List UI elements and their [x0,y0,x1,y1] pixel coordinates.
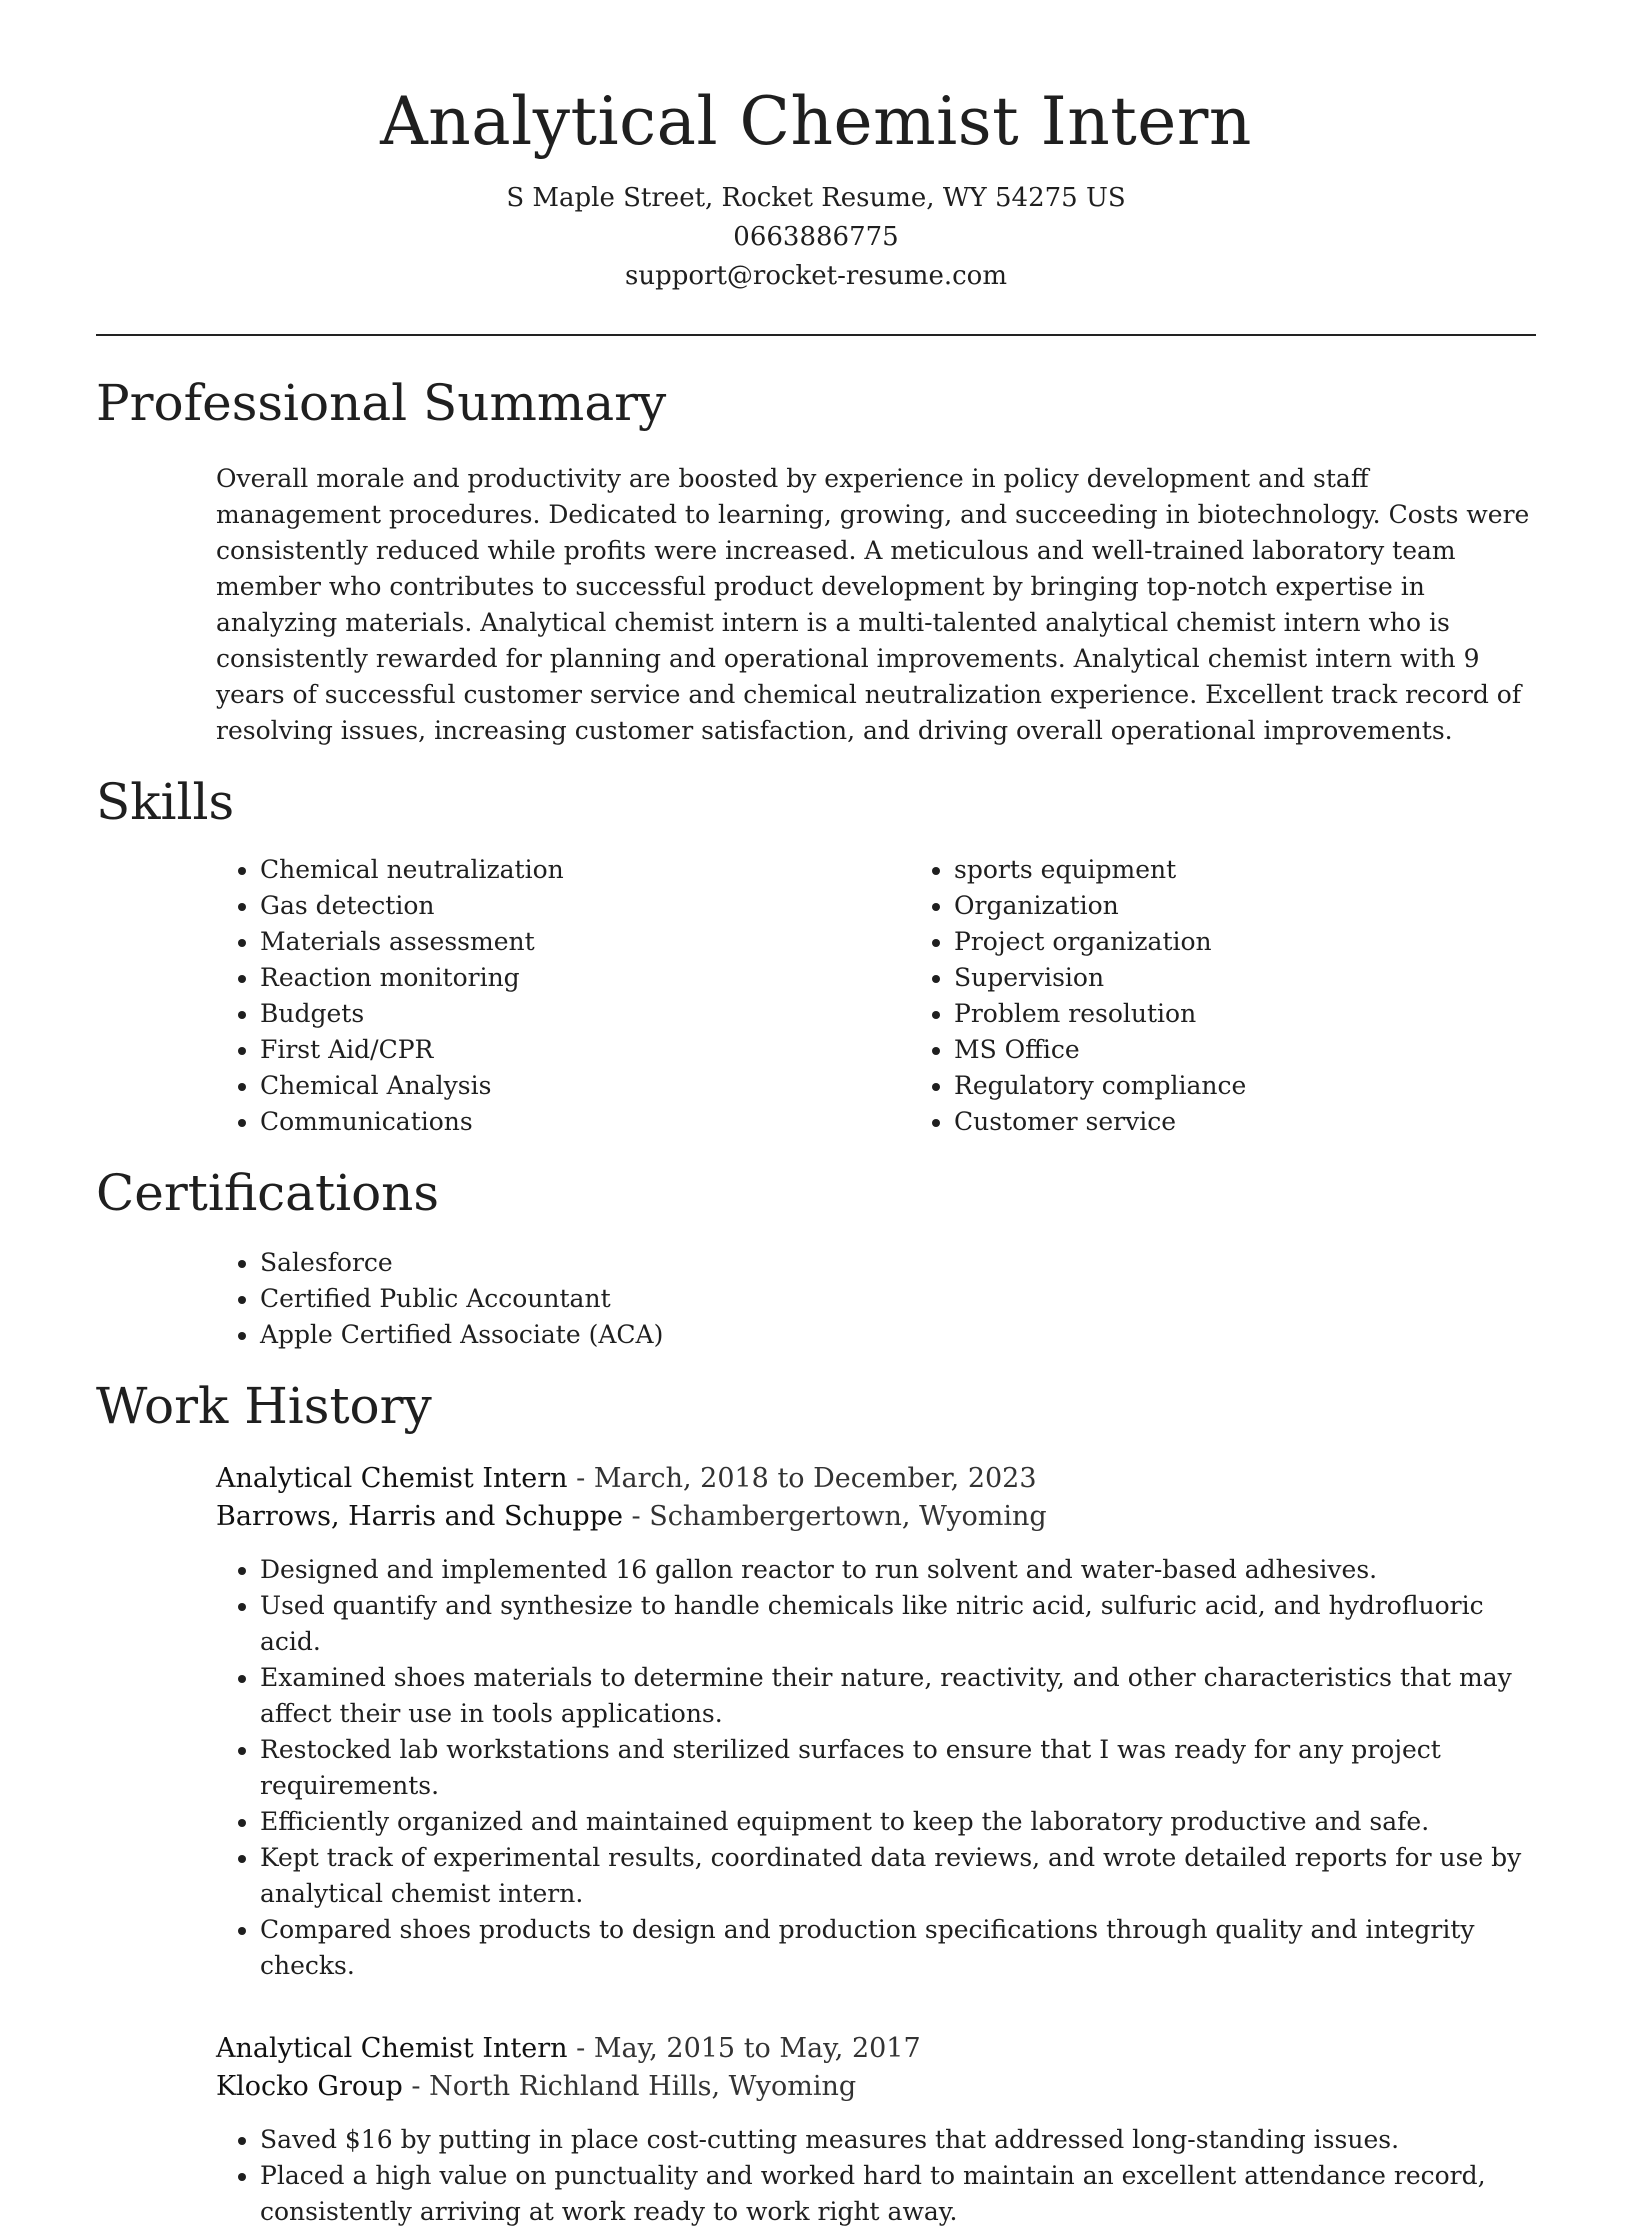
skill-item: • Organization [954,888,1536,924]
job-company-line [216,2068,1536,2106]
job-bullets [216,2122,1536,2230]
skills-section [96,772,1536,1140]
skill-item: • Communications [260,1104,910,1140]
certifications-list [216,1245,1536,1353]
summary-section [96,373,1536,749]
job-bullets [216,1552,1536,1984]
work-history-heading: Work History [96,1376,432,1435]
skills-list-right [910,852,1536,1140]
job-location: - North Richland Hills, Wyoming [402,2070,857,2102]
header-divider [96,334,1536,336]
skill-item: • First Aid/CPR [260,1032,910,1068]
job-company-line [216,1498,1536,1536]
candidate-name: Analytical Chemist Intern [380,83,1252,160]
certifications-heading: Certifications [96,1163,440,1222]
certification-item: • Apple Certified Associate (ACA) [260,1317,1536,1353]
job-bullet: • Compared shoes products to design and production specifications through quality and integrity checks. [260,1912,1536,1984]
certifications-section [96,1163,1536,1353]
skills-list-left [216,852,910,1140]
job-bullet: • Saved $16 by putting in place cost-cutting measures that addressed long-standing issues. [260,2122,1536,2158]
skill-item: • Problem resolution [954,996,1536,1032]
address: S Maple Street, Rocket Resume, WY 54275 US [506,182,1126,213]
email: support@rocket-resume.com [624,260,1007,291]
job-entry [216,1460,1536,1984]
skill-item: • Chemical neutralization [260,852,910,888]
skills-columns [216,852,1536,1140]
job-title-line [216,1460,1536,1498]
job-title: Analytical Chemist Intern [216,1462,568,1494]
job-dates: - March, 2018 to December, 2023 [567,1462,1037,1494]
skill-item: • Chemical Analysis [260,1068,910,1104]
job-title-line [216,2030,1536,2068]
summary-heading: Professional Summary [96,373,667,432]
job-bullet: • Efficiently organized and maintained equipment to keep the laboratory productive and safe. [260,1804,1536,1840]
certification-item: • Salesforce [260,1245,1536,1281]
job-entry [216,2030,1536,2230]
job-bullet: • Kept track of experimental results, coordinated data reviews, and wrote detailed reports for use by analytical chemist intern. [260,1840,1536,1912]
summary-text: Overall morale and productivity are boosted by experience in policy development and staff management procedures. Dedicated to learning, growing, and succeeding in biotechnology. Costs were consistently reduced while profits were increased. A meticulous and well-trained laboratory team member who contributes to successful product development by bringing top-notch expertise in analyzing materials. Analytical chemist intern is a multi-talented analytical chemist intern who is consistently rewarded for planning and operational improvements. Analytical chemist intern with 9 years of successful customer service and chemical neutralization experience. Excellent track record of resolving issues, increasing customer satisfaction, and driving overall operational improvements. [216,463,1530,745]
certification-item: • Certified Public Accountant [260,1281,1536,1317]
job-location: - Schambergertown, Wyoming [622,1500,1047,1532]
job-bullet: • Designed and implemented 16 gallon reactor to run solvent and water-based adhesives. [260,1552,1536,1588]
job-bullet: • Used quantify and synthesize to handle chemicals like nitric acid, sulfuric acid, and hydrofluoric acid. [260,1588,1536,1660]
skill-item: • Budgets [260,996,910,1032]
skills-heading: Skills [96,772,235,831]
job-title: Analytical Chemist Intern [216,2032,568,2064]
skill-item: • Reaction monitoring [260,960,910,996]
skill-item: • Project organization [954,924,1536,960]
skill-item: • Materials assessment [260,924,910,960]
resume-header [96,0,1536,296]
skill-item: • Supervision [954,960,1536,996]
skill-item: • sports equipment [954,852,1536,888]
phone: 0663886775 [733,221,899,252]
job-company: Barrows, Harris and Schuppe [216,1500,623,1532]
skill-item: • Gas detection [260,888,910,924]
job-bullet: • Examined shoes materials to determine their nature, reactivity, and other characteristics that may affect their use in tools applications. [260,1660,1536,1732]
skill-item: • MS Office [954,1032,1536,1068]
skill-item: • Customer service [954,1104,1536,1140]
job-bullet: • Restocked lab workstations and sterilized surfaces to ensure that I was ready for any project requirements. [260,1732,1536,1804]
job-bullet: • Placed a high value on punctuality and worked hard to maintain an excellent attendance record, consistently arriving at work ready to work right away. [260,2158,1536,2230]
contact-info [96,179,1536,296]
job-company: Klocko Group [216,2070,403,2102]
skill-item: • Regulatory compliance [954,1068,1536,1104]
job-dates: - May, 2015 to May, 2017 [567,2032,921,2064]
work-history-section [96,1376,1536,2230]
